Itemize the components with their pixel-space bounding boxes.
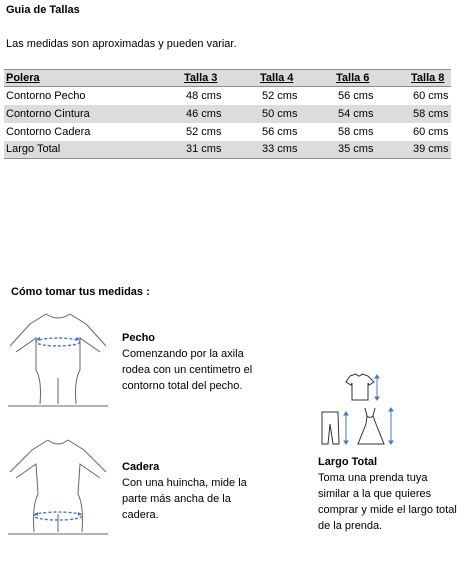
hip-text-line: cadera. xyxy=(122,509,159,521)
table-row xyxy=(4,123,451,141)
length-text-line: de la prenda. xyxy=(318,520,383,532)
hip-text-line: parte más ancha de la xyxy=(122,493,231,505)
table-cell: 60 cms xyxy=(413,125,449,138)
table-cell: 56 cms xyxy=(262,125,298,138)
hip-text xyxy=(122,475,247,523)
table-cell: 58 cms xyxy=(338,125,374,138)
length-text xyxy=(318,470,457,534)
dress-icon xyxy=(352,406,396,448)
page-title: Guia de Tallas xyxy=(6,4,80,16)
header-size-6: Talla 6 xyxy=(334,70,409,87)
table-cell: 46 cms xyxy=(182,105,258,123)
length-text-line: similar a la que quieres xyxy=(318,488,432,500)
body-hip-figure xyxy=(6,436,110,536)
row-label: Contorno Pecho xyxy=(6,89,86,102)
header-garment: Polera xyxy=(4,70,182,87)
table-row xyxy=(4,141,451,159)
length-text-line: Toma una prenda tuya xyxy=(318,472,428,484)
header-size-4: Talla 4 xyxy=(258,70,334,87)
table-cell: 52 cms xyxy=(186,125,222,138)
row-label: Largo Total xyxy=(4,141,182,159)
header-size-3: Talla 3 xyxy=(182,70,258,87)
table-cell: 33 cms xyxy=(258,141,334,159)
how-to-title: Cómo tomar tus medidas : xyxy=(11,286,150,298)
length-text-line: comprar y mide el largo total xyxy=(318,504,457,516)
hip-text-line: Con una huincha, mide la xyxy=(122,477,247,489)
chest-text-line: rodea con un centimetro el xyxy=(122,364,253,376)
table-cell: 35 cms xyxy=(334,141,409,159)
table-cell: 39 cms xyxy=(409,141,451,159)
table-row xyxy=(4,105,451,123)
table-cell: 48 cms xyxy=(186,89,222,102)
chest-text xyxy=(122,346,252,394)
size-note: Las medidas son aproximadas y pueden variar. xyxy=(6,38,237,50)
table-cell: 60 cms xyxy=(413,89,449,102)
table-cell: 56 cms xyxy=(338,89,374,102)
table-cell: 54 cms xyxy=(334,105,409,123)
table-cell: 31 cms xyxy=(182,141,258,159)
chest-text-line: Comenzando por la axila xyxy=(122,348,244,360)
table-row xyxy=(4,87,451,105)
tshirt-icon xyxy=(342,372,382,404)
chest-title: Pecho xyxy=(122,332,156,344)
row-label: Contorno Cadera xyxy=(6,125,91,138)
hip-title: Cadera xyxy=(122,461,160,473)
chest-text-line: contorno total del pecho. xyxy=(122,380,243,392)
pants-icon xyxy=(318,408,352,448)
row-label: Contorno Cintura xyxy=(4,105,182,123)
table-cell: 50 cms xyxy=(258,105,334,123)
table-cell: 52 cms xyxy=(262,89,298,102)
body-chest-figure xyxy=(6,308,110,408)
table-cell: 58 cms xyxy=(409,105,451,123)
length-title: Largo Total xyxy=(318,456,378,468)
header-size-8: Talla 8 xyxy=(409,70,451,87)
table-header-row xyxy=(4,70,451,87)
size-table xyxy=(4,69,451,159)
